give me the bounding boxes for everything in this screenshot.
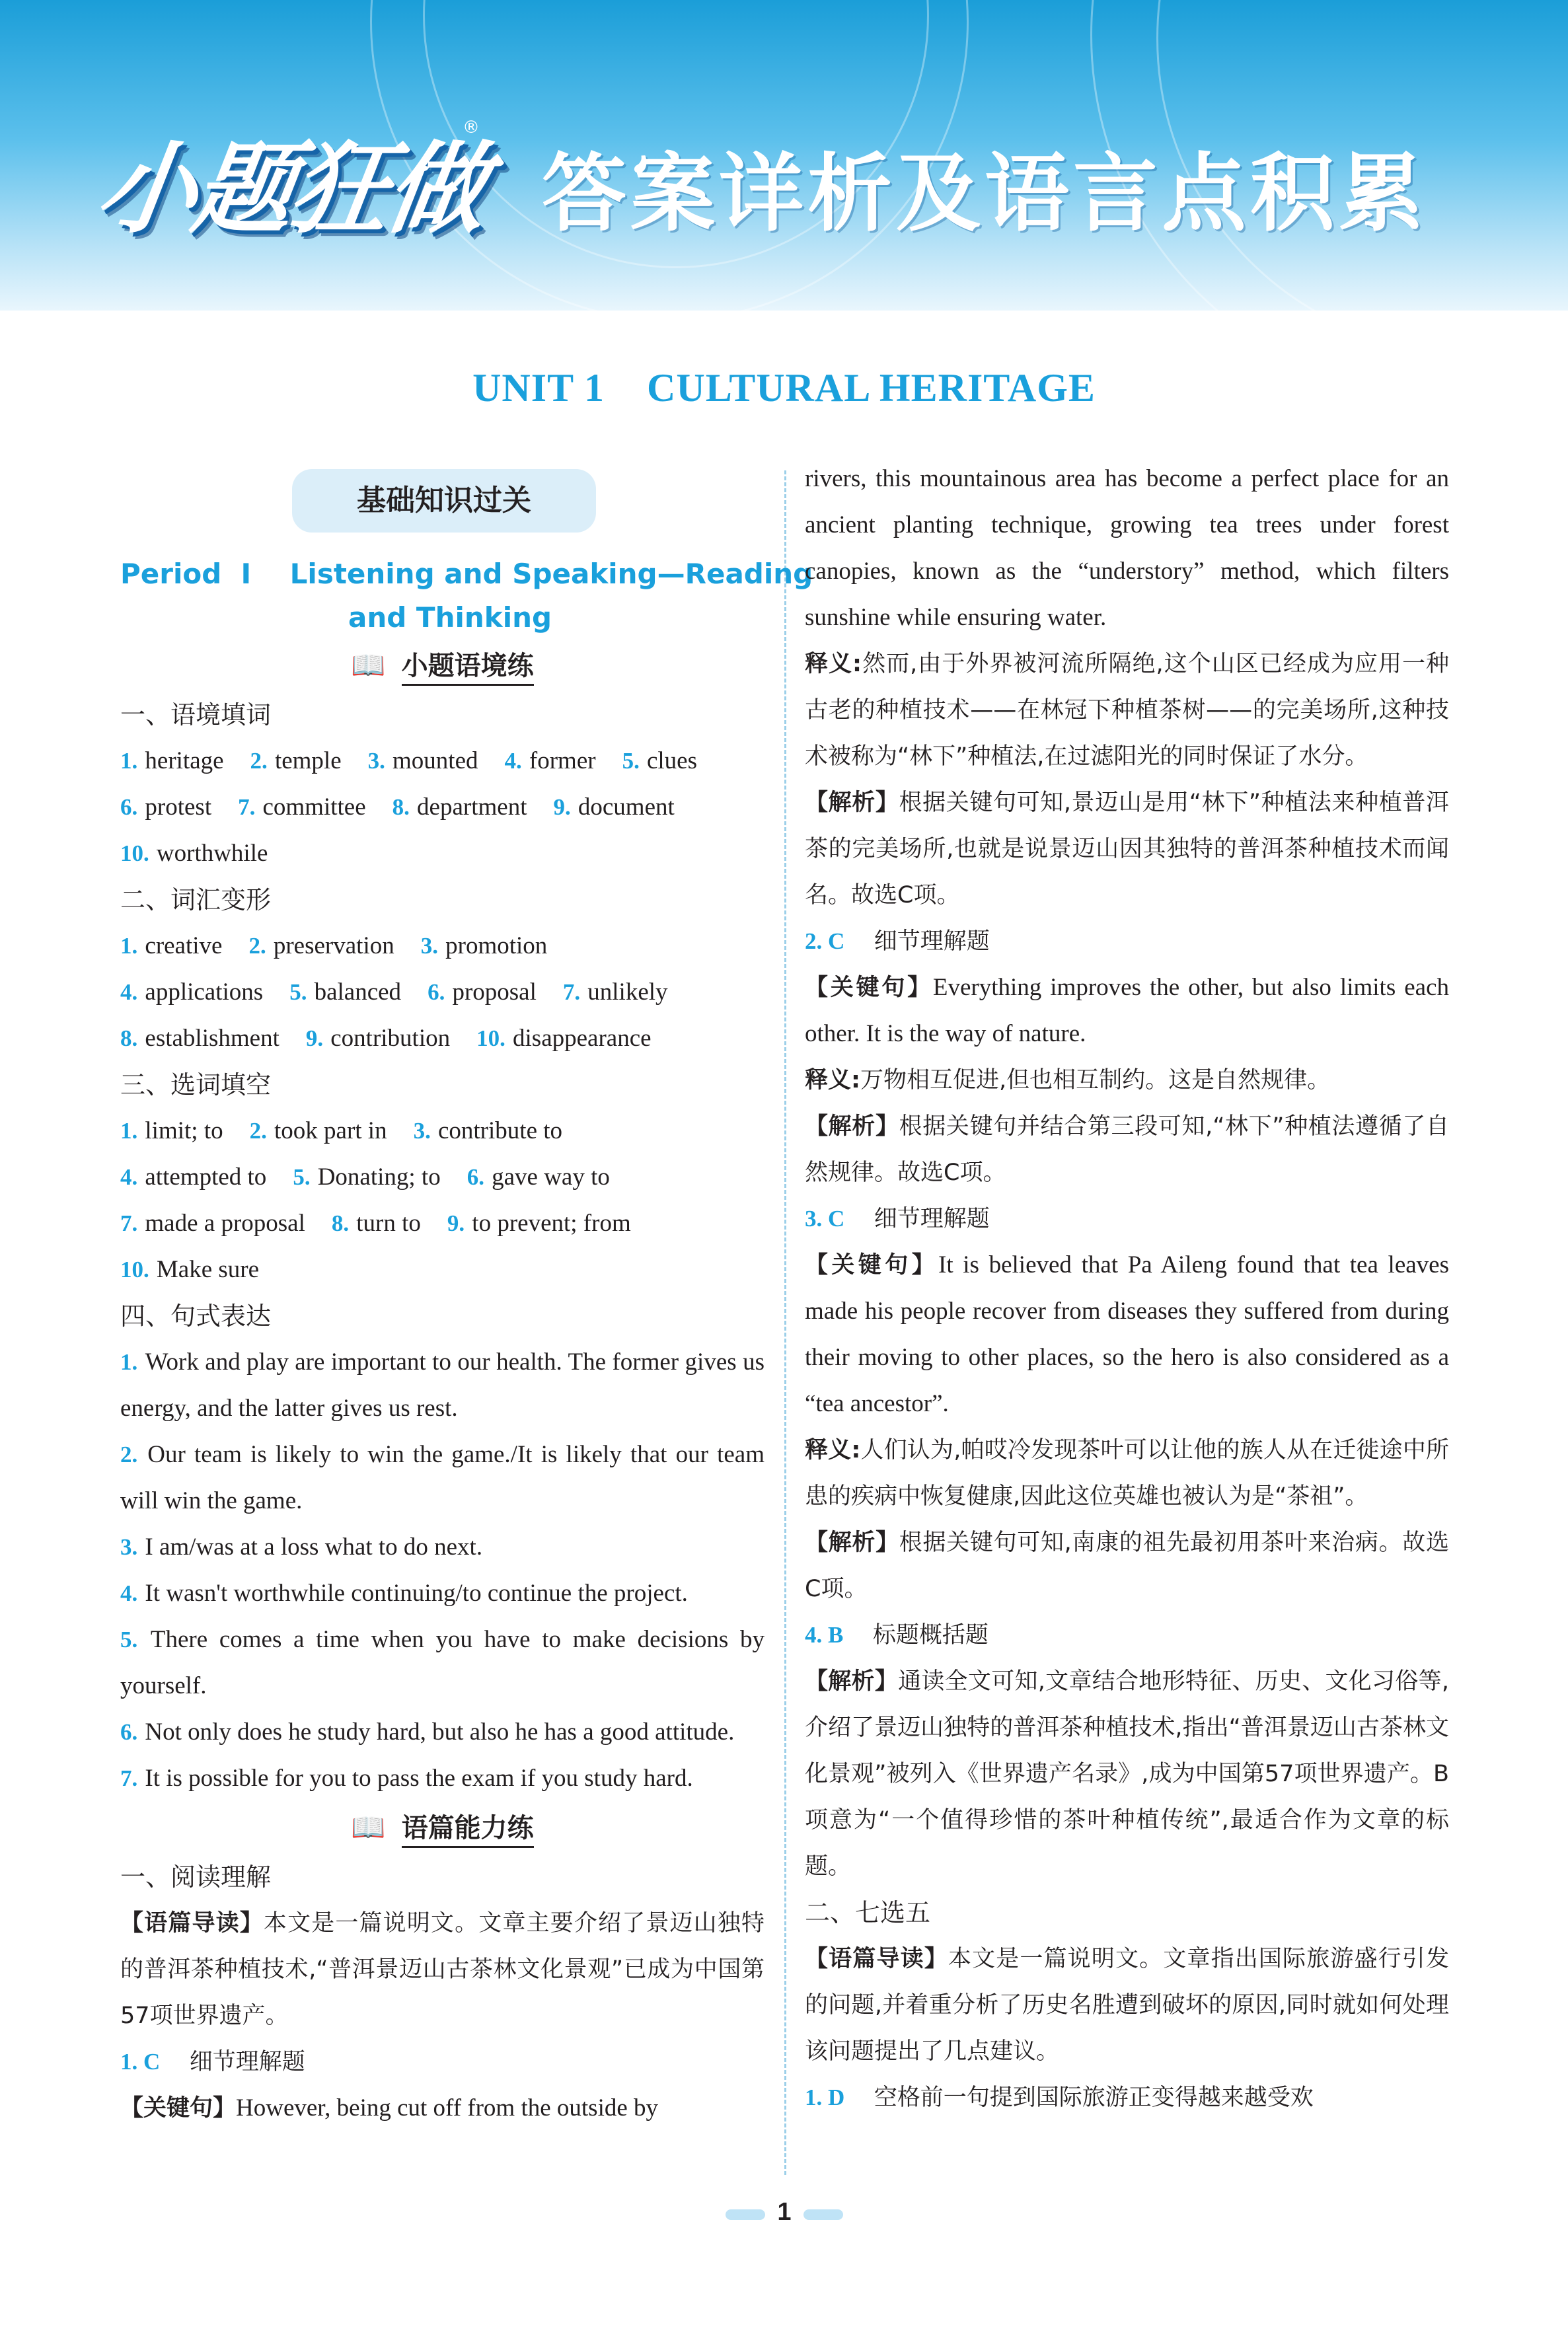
answer-item xyxy=(467,1164,610,1191)
analysis xyxy=(805,1658,1449,1890)
key-sentence xyxy=(805,965,1449,1057)
answer-item xyxy=(447,1210,631,1237)
subhead-label: 语篇能力练 xyxy=(402,1813,534,1848)
header-banner xyxy=(0,0,1568,311)
answer-number: 2. xyxy=(249,1118,267,1144)
left-column xyxy=(120,456,813,2131)
section-title: 二、七选五 xyxy=(805,1898,931,1927)
answer-text: department xyxy=(417,793,527,821)
gloss xyxy=(805,641,1449,780)
analysis-tag: 【解析】 xyxy=(805,1530,899,1556)
answer-number: 9. xyxy=(553,794,571,820)
answer-number: 6. xyxy=(467,1164,484,1190)
question-type: 细节理解题 xyxy=(189,2049,305,2075)
sentence-number: 1. xyxy=(120,1349,138,1375)
analysis-text: 根据关键句可知,南康的祖先最初用茶叶来治病。故选C项。 xyxy=(805,1530,1449,1602)
analysis xyxy=(805,780,1449,918)
analysis xyxy=(805,1520,1449,1612)
answer-number: 7. xyxy=(562,979,581,1005)
section-pill: 基础知识过关 xyxy=(292,469,596,533)
sentence-number: 4. xyxy=(120,1580,138,1606)
sentence-text: Our team is likely to win the game./It is likely that our team will win the game. xyxy=(120,1441,765,1514)
answer-text: attempted to xyxy=(145,1163,267,1191)
key-tag: 【关键句】 xyxy=(805,1252,939,1278)
answer-text: clues xyxy=(646,747,697,774)
question-type: 标题概括题 xyxy=(872,1622,989,1648)
sentence-item xyxy=(120,1709,765,1755)
page-number xyxy=(726,2200,843,2224)
answer-row xyxy=(120,1247,765,1293)
answer-item xyxy=(289,979,401,1006)
question-number: 3. C xyxy=(805,1206,845,1232)
passage-guide xyxy=(805,1936,1449,2075)
answer-text: establishment xyxy=(145,1025,280,1052)
answer-text: turn to xyxy=(356,1210,421,1237)
answer-item xyxy=(414,1118,562,1144)
answer-item xyxy=(622,748,697,774)
gloss-text: 人们认为,帕哎冷发现茶叶可以让他的族人从在迁徙途中所患的疾病中恢复健康,因此这位英雄也被认为是“茶祖”。 xyxy=(805,1437,1449,1510)
section-title: 四、句式表达 xyxy=(120,1302,272,1331)
sentence-item xyxy=(120,1617,765,1709)
answer-number: 1. xyxy=(120,1118,138,1144)
answer-text: applications xyxy=(145,978,264,1006)
answer-text: committee xyxy=(262,793,366,821)
sentence-item xyxy=(120,1755,765,1802)
answer-text: proposal xyxy=(452,978,537,1006)
answer-text: temple xyxy=(274,747,342,774)
gloss-tag: 释义: xyxy=(805,1437,861,1463)
sentence-number: 3. xyxy=(120,1534,138,1560)
answer-item xyxy=(505,748,596,774)
answer-number: 7. xyxy=(120,1210,138,1236)
analysis-tag: 【解析】 xyxy=(805,790,899,816)
answer-text: gave way to xyxy=(492,1163,610,1191)
sentence-text: It wasn't worthwhile continuing/to continue the project. xyxy=(145,1580,688,1607)
answer-row xyxy=(120,969,765,1015)
subhead-practice xyxy=(120,642,765,689)
question-header xyxy=(120,2039,765,2085)
gloss xyxy=(805,1427,1449,1520)
analysis-text: 根据关键句可知,景迈山是用“林下”种植法来种植普洱茶的完美场所,也就是说景迈山因其独特的普洱茶种植技术而闻名。故选C项。 xyxy=(805,790,1449,908)
sentence-item xyxy=(120,1432,765,1524)
answer-number: 4. xyxy=(504,748,522,774)
answer-number: 3. xyxy=(420,933,438,959)
question-number: 4. B xyxy=(805,1622,844,1648)
answer-number: 3. xyxy=(413,1118,431,1144)
sentence-number: 2. xyxy=(120,1442,138,1467)
right-column xyxy=(805,456,1449,2121)
answer-item xyxy=(120,979,263,1006)
answer-item xyxy=(563,979,668,1006)
answer-item xyxy=(120,1025,280,1052)
key-tag: 【关键句】 xyxy=(120,2095,237,2122)
answer-item xyxy=(392,794,527,821)
section-title: 二、词汇变形 xyxy=(120,885,272,914)
answer-list xyxy=(120,1108,765,1293)
answer-text: document xyxy=(578,793,675,821)
answer-number: 2. xyxy=(248,933,266,959)
answer-item xyxy=(120,748,224,774)
brand-logo: 小题狂做 xyxy=(89,132,492,247)
key-text: However, being cut off from the outside by xyxy=(236,2094,659,2122)
answer-number: 10. xyxy=(476,1025,505,1051)
answer-item xyxy=(250,748,342,774)
answer-text: heritage xyxy=(145,747,224,774)
answer-row xyxy=(120,830,765,877)
answer-text: balanced xyxy=(314,978,402,1006)
answer-number: 1. xyxy=(120,748,138,774)
question-number: 1. D xyxy=(805,2085,845,2110)
answer-number: 8. xyxy=(392,794,410,820)
answer-text: worthwhile xyxy=(156,840,268,867)
open-book-icon: 📖 xyxy=(351,1811,386,1843)
answer-text: took part in xyxy=(274,1117,387,1144)
answer-row xyxy=(120,784,765,830)
answer-text: unlikely xyxy=(587,978,668,1006)
answer-row xyxy=(120,738,765,784)
answer-number: 4. xyxy=(120,979,138,1005)
subhead-label: 小题语境练 xyxy=(402,651,534,686)
analysis-tag: 【解析】 xyxy=(805,1113,899,1140)
answer-text: Donating; to xyxy=(317,1163,441,1191)
answer-number: 1. xyxy=(120,933,138,959)
page-number-bar xyxy=(803,2209,843,2220)
passage-guide xyxy=(120,1900,765,2039)
section-title: 三、选词填空 xyxy=(120,1070,272,1099)
answer-item xyxy=(368,748,478,774)
page-number-bar xyxy=(726,2209,765,2220)
answer-item xyxy=(120,794,211,821)
answer-text: Make sure xyxy=(156,1256,260,1283)
analysis xyxy=(805,1103,1449,1196)
answer-number: 10. xyxy=(120,1257,149,1282)
answer-text: made a proposal xyxy=(145,1210,305,1237)
sentence-item xyxy=(120,1339,765,1432)
question-type: 细节理解题 xyxy=(874,1206,990,1232)
answer-item xyxy=(238,794,366,821)
period-line-1: Period Ⅰ Listening and Speaking—Reading xyxy=(120,558,813,590)
sentence-text: Work and play are important to our health. The former gives us energy, and the latter gives us rest. xyxy=(120,1348,765,1422)
guide-text: 本文是一篇说明文。文章指出国际旅游盛行引发的问题,并着重分析了历史名胜遭到破坏的原因,同时就如何处理该问题提出了几点建议。 xyxy=(805,1946,1449,2065)
subhead-reading xyxy=(120,1804,765,1851)
answer-number: 6. xyxy=(120,794,138,820)
question-number: 1. C xyxy=(120,2049,161,2075)
sentence-number: 7. xyxy=(120,1765,138,1791)
question-number: 2. C xyxy=(805,928,845,954)
analysis-text: 通读全文可知,文章结合地形特征、历史、文化习俗等,介绍了景迈山独特的普洱茶种植技术,指出“普洱景迈山古茶林文化景观”被列入《世界遗产名录》,成为中国第57项世界遗产。B项意为“一个值得珍惜的茶叶种植传统”,最适合作为文章的标题。 xyxy=(805,1668,1449,1880)
analysis-tag: 【解析】 xyxy=(805,1668,899,1695)
key-text-continued: rivers, this mountainous area has become a perfect place for an ancient planting technique, growing tea trees under forest canopies, known as the “understory” method, which filters sunshine while ensuring water. xyxy=(805,465,1449,631)
key-tag: 【关键句】 xyxy=(805,975,933,1001)
question-header xyxy=(805,918,1449,965)
gloss-tag: 释义: xyxy=(805,651,862,677)
answer-number: 5. xyxy=(622,748,640,774)
answer-text: promotion xyxy=(445,932,548,959)
answer-row xyxy=(120,1108,765,1154)
sentence-number: 5. xyxy=(120,1627,138,1652)
period-line-2: and Thinking xyxy=(348,601,552,634)
banner-title: 答案详析及语言点积累 xyxy=(542,145,1428,243)
answer-row xyxy=(120,1154,765,1200)
answer-text: to prevent; from xyxy=(472,1210,631,1237)
answer-item xyxy=(293,1164,440,1191)
answer-row xyxy=(120,1200,765,1247)
section-title: 一、阅读理解 xyxy=(120,1863,272,1892)
unit-title: UNIT 1 CULTURAL HERITAGE xyxy=(472,366,1096,410)
guide-text: 本文是一篇说明文。文章主要介绍了景迈山独特的普洱茶种植技术,“普洱景迈山古茶林文化景观”已成为中国第57项世界遗产。 xyxy=(120,1910,765,2029)
answer-text: contribute to xyxy=(437,1117,563,1144)
question-header xyxy=(805,1612,1449,1658)
sentence-item xyxy=(120,1524,765,1570)
sentence-text: I am/was at a loss what to do next. xyxy=(145,1533,483,1561)
answer-item xyxy=(306,1025,450,1052)
answer-text: preservation xyxy=(273,932,394,959)
answer-item xyxy=(120,1257,259,1283)
answer-item xyxy=(476,1025,651,1052)
answer-item xyxy=(421,933,548,959)
key-sentence xyxy=(805,1242,1449,1427)
answer-list xyxy=(120,923,765,1062)
answer-item xyxy=(120,1164,266,1191)
answer-number: 8. xyxy=(120,1025,138,1051)
answer-text: mounted xyxy=(392,747,478,774)
answer-item xyxy=(250,1118,387,1144)
open-book-icon: 📖 xyxy=(351,649,386,681)
section-title: 一、语境填词 xyxy=(120,700,272,729)
sentence-text: There comes a time when you have to make decisions by yourself. xyxy=(120,1626,765,1699)
answer-number: 9. xyxy=(447,1210,465,1236)
answer-item xyxy=(332,1210,421,1237)
sentence-text: Not only does he study hard, but also he has a good attitude. xyxy=(145,1718,735,1746)
guide-tag: 【语篇导读】 xyxy=(805,1946,948,1972)
question-text: 空格前一句提到国际旅游正变得越来越受欢 xyxy=(874,2085,1314,2111)
column-divider xyxy=(784,470,786,2175)
answer-number: 3. xyxy=(367,748,385,774)
sentence-list xyxy=(120,1339,765,1802)
gloss xyxy=(805,1057,1449,1103)
gloss-text: 万物相互促进,但也相互制约。这是自然规律。 xyxy=(860,1067,1331,1093)
answer-item xyxy=(120,1210,305,1237)
gloss-text: 然而,由于外界被河流所隔绝,这个山区已经成为应用一种古老的种植技术——在林冠下种植茶树——的完美场所,这种技术被称为“林下”种植法,在过滤阳光的同时保证了水分。 xyxy=(805,651,1449,770)
registered-mark: ® xyxy=(463,118,480,137)
answer-item xyxy=(428,979,537,1006)
key-sentence xyxy=(120,2085,765,2131)
answer-text: creative xyxy=(145,932,223,959)
sentence-item xyxy=(120,1570,765,1617)
answer-item xyxy=(120,1118,223,1144)
answer-item xyxy=(553,794,674,821)
question-header xyxy=(805,1196,1449,1242)
question-type: 细节理解题 xyxy=(874,928,990,955)
answer-number: 8. xyxy=(331,1210,350,1236)
analysis-text: 根据关键句并结合第三段可知,“林下”种植法遵循了自然规律。故选C项。 xyxy=(805,1113,1449,1186)
answer-number: 5. xyxy=(289,979,307,1005)
key-text: It is believed that Pa Aileng found that tea leaves made his people recover from diseases they suffered from during their moving to other places, so the hero is also considered as a “tea ancestor”. xyxy=(805,1251,1449,1417)
answer-item xyxy=(248,933,394,959)
answer-number: 10. xyxy=(120,840,149,866)
answer-number: 7. xyxy=(238,794,256,820)
answer-row xyxy=(120,923,765,969)
answer-text: protest xyxy=(145,793,212,821)
gloss-tag: 释义: xyxy=(805,1067,860,1093)
answer-number: 5. xyxy=(293,1164,311,1190)
key-text: Everything improves the other, but also limits each other. It is the way of nature. xyxy=(805,974,1449,1047)
answer-item xyxy=(120,840,268,867)
period-heading xyxy=(120,552,813,640)
answer-number: 2. xyxy=(250,748,268,774)
answer-text: former xyxy=(529,747,596,774)
question-header xyxy=(805,2075,1449,2121)
answer-text: limit; to xyxy=(145,1117,223,1144)
answer-number: 4. xyxy=(120,1164,138,1190)
answer-item xyxy=(120,933,222,959)
answer-row xyxy=(120,1015,765,1062)
answer-text: contribution xyxy=(330,1025,451,1052)
page-number-text: 1 xyxy=(777,2198,792,2226)
sentence-number: 6. xyxy=(120,1719,138,1745)
answer-text: disappearance xyxy=(513,1025,652,1052)
answer-list xyxy=(120,738,765,877)
answer-number: 6. xyxy=(428,979,445,1005)
guide-tag: 【语篇导读】 xyxy=(120,1910,264,1937)
sentence-text: It is possible for you to pass the exam if you study hard. xyxy=(145,1765,693,1792)
answer-number: 9. xyxy=(305,1025,324,1051)
